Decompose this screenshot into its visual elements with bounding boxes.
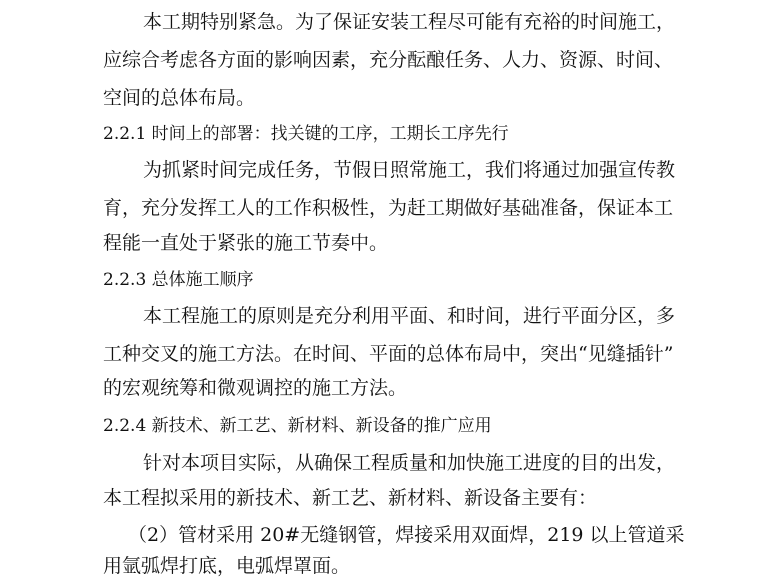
- paragraph-2-line-1: 为抓紧时间完成任务，节假日照常施工，我们将通过加强宣传教: [143, 159, 676, 181]
- section-heading-2-2-1: 2.2.1 时间上的部署：找关键的工序，工期长工序先行: [103, 124, 509, 144]
- paragraph-3-line-2: 工种交叉的施工方法。在时间、平面的总体布局中，突出“见缝插针”: [103, 343, 674, 365]
- paragraph-3-line-1: 本工程施工的原则是充分利用平面、和时间，进行平面分区，多: [143, 305, 676, 327]
- paragraph-4-line-2: 本工程拟采用的新技术、新工艺、新材料、新设备主要有：: [103, 487, 598, 509]
- section-heading-2-2-4: 2.2.4 新技术、新工艺、新材料、新设备的推广应用: [103, 416, 492, 436]
- paragraph-5-line-1: （2）管材采用 20#无缝钢管，焊接采用双面焊，219 以上管道采: [128, 524, 685, 546]
- paragraph-1-line-1: 本工期特别紧急。为了保证安装工程尽可能有充裕的时间施工，: [143, 11, 676, 33]
- paragraph-3-line-3: 的宏观统筹和微观调控的施工方法。: [103, 377, 408, 399]
- paragraph-1-line-3: 空间的总体布局。: [103, 87, 256, 109]
- paragraph-4-line-1: 针对本项目实际，从确保工程质量和加快施工进度的目的出发，: [143, 452, 676, 474]
- section-heading-2-2-3: 2.2.3 总体施工顺序: [103, 270, 254, 290]
- paragraph-2-line-2: 育，充分发挥工人的工作积极性，为赶工期做好基础准备，保证本工: [103, 197, 674, 219]
- paragraph-2-line-3: 程能一直处于紧张的施工节奏中。: [103, 232, 389, 254]
- paragraph-1-line-2: 应综合考虑各方面的影响因素，充分酝酿任务、人力、资源、时间、: [103, 49, 674, 71]
- paragraph-5-line-2: 用氩弧焊打底，电弧焊罩面。: [103, 555, 351, 577]
